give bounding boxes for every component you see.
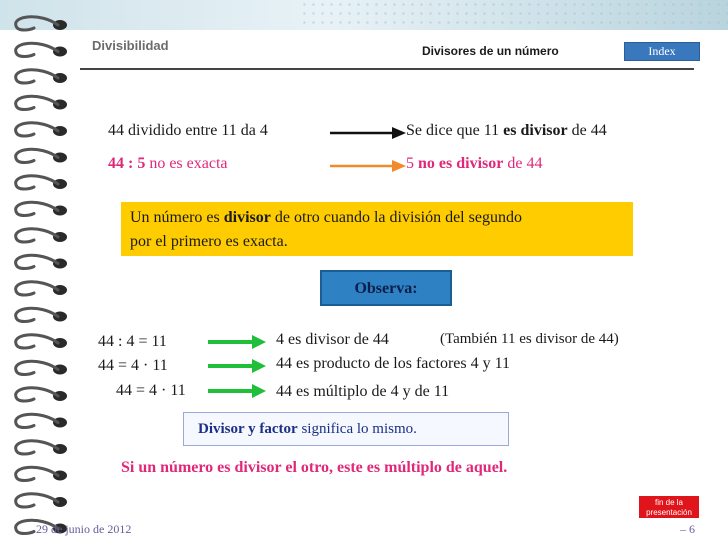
counter-example-division: 44 : 5: [108, 155, 146, 172]
binding-ring: [16, 17, 58, 30]
binding-ring: [16, 414, 58, 427]
relation-statement: 44 es múltiplo de 4 y de 11: [276, 383, 450, 400]
counter-example-bold: no es divisor: [418, 155, 504, 172]
example-conclusion-bold: es divisor: [503, 122, 568, 139]
counter-example-rest: no es exacta: [149, 155, 228, 172]
arrow-right-icon: [206, 358, 268, 374]
binding-ring: [16, 282, 58, 295]
conclusion-text: Si un número es divisor el otro, este es múltiplo de aquel.: [121, 459, 508, 476]
counter-example-post: de 44: [507, 155, 543, 172]
header-divider: [80, 68, 694, 70]
binding-ring: [16, 361, 58, 374]
binding-ring: [16, 96, 58, 109]
relation-equation: 44 = 4 · 11: [116, 382, 186, 399]
note-rest: significa lo mismo.: [301, 421, 417, 437]
footer-date: 29 de junio de 2012: [36, 522, 132, 536]
section-title: Divisibilidad: [92, 38, 169, 53]
definition-post: de otro cuando la división del segundo: [274, 209, 522, 226]
counter-example-statement: [108, 155, 228, 173]
relation-equation: 44 : 4 = 11: [98, 333, 167, 350]
definition-text: [130, 206, 630, 254]
page-number: – 6: [680, 522, 695, 536]
binding-ring: [16, 123, 58, 136]
binding-ring: [16, 388, 58, 401]
arrow-right-icon: [206, 383, 268, 399]
definition-bold: divisor: [223, 209, 271, 226]
observa-label: Observa:: [320, 270, 452, 306]
top-bar-pattern: [300, 0, 728, 30]
relation-equation: 44 = 4 · 11: [98, 357, 168, 374]
page-heading: Divisores de un número: [422, 44, 559, 58]
binding-ring: [16, 335, 58, 348]
end-button-line1: fin de la: [654, 498, 684, 507]
counter-example-conclusion: [406, 155, 542, 173]
aside-note: (También 11 es divisor de 44): [440, 331, 619, 347]
binding-ring: [16, 467, 58, 480]
binding-ring: [16, 176, 58, 189]
arrow-right-icon: [206, 334, 268, 350]
counter-example-number: 5: [406, 155, 414, 172]
binding-ring: [16, 255, 58, 268]
definition-line2: por el primero es exacta.: [130, 233, 288, 250]
end-button-line2: presentación: [646, 508, 692, 517]
arrow-right-icon: [328, 158, 408, 174]
index-button[interactable]: Index: [624, 42, 700, 61]
relation-statement: 44 es producto de los factores 4 y 11: [276, 355, 511, 372]
binding-ring: [16, 202, 58, 215]
binding-ring: [16, 43, 58, 56]
note-text: [198, 421, 417, 438]
arrow-right-icon: [328, 125, 408, 141]
binding-ring: [16, 308, 58, 321]
example-conclusion-pre: Se dice que 11: [406, 122, 500, 139]
spiral-binding-icon: [0, 0, 78, 546]
example-conclusion: [406, 122, 607, 140]
binding-ring: [16, 441, 58, 454]
binding-ring: [16, 70, 58, 83]
binding-ring: [16, 229, 58, 242]
end-presentation-button[interactable]: [639, 496, 699, 518]
definition-pre: Un número es: [130, 209, 220, 226]
page-number-value: 6: [689, 522, 695, 536]
note-bold: Divisor y factor: [198, 421, 298, 437]
example-conclusion-post: de 44: [571, 122, 607, 139]
relation-statement: 4 es divisor de 44: [276, 331, 389, 348]
binding-ring: [16, 149, 58, 162]
example-statement: 44 dividido entre 11 da 4: [108, 122, 268, 139]
binding-ring: [16, 494, 58, 507]
